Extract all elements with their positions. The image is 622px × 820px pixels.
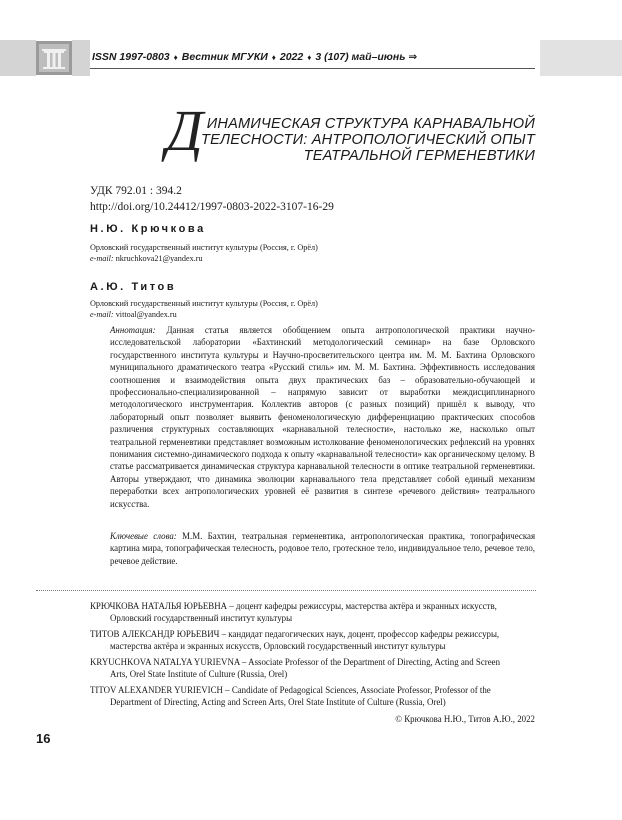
author-2-email[interactable]: vittoal@yandex.ru xyxy=(115,310,177,319)
email-label: e-mail: xyxy=(90,310,114,319)
dotted-divider xyxy=(36,590,536,591)
arrow-icon: ⇒ xyxy=(408,51,418,63)
bio-line-2: Орловский государственный институт культуры xyxy=(110,613,293,623)
title-line-2: ТЕЛЕСНОСТИ: АНТРОПОЛОГИЧЕСКИЙ ОПЫТ xyxy=(201,132,535,148)
article-title xyxy=(150,100,535,170)
email-label: e-mail: xyxy=(90,254,114,263)
author-1-email[interactable]: nkruchkova21@yandex.ru xyxy=(115,254,203,263)
udc-code: УДК 792.01 : 394.2 xyxy=(90,185,182,197)
separator-icon: ♦ xyxy=(173,53,178,62)
journal-issue: 3 (107) май–июнь xyxy=(315,51,406,63)
keywords-label: Ключевые слова: xyxy=(110,531,177,541)
author-1-name: Н.Ю. Крючкова xyxy=(90,223,206,235)
bio-line-1: КРЮЧКОВА НАТАЛЬЯ ЮРЬЕВНА – доцент кафедры режиссуры, мастерства актёра и экранных искусств, xyxy=(90,601,497,611)
issn: ISSN 1997-0803 xyxy=(92,51,170,63)
author-1-affiliation: Орловский государственный институт культуры (Россия, г. Орёл) xyxy=(90,243,318,252)
abstract-label: Аннотация: xyxy=(110,325,156,335)
journal-header-line xyxy=(92,51,417,63)
bio-line-1: TITOV ALEXANDER YURIEVICH – Candidate of Pedagogical Sciences, Associate Professor, Professor of the xyxy=(90,685,491,695)
title-dropcap: Д xyxy=(166,98,203,163)
separator-icon: ♦ xyxy=(271,53,276,62)
bio-line-1: ТИТОВ АЛЕКСАНДР ЮРЬЕВИЧ – кандидат педагогических наук, доцент, профессор кафедры режиссуры, xyxy=(90,629,500,639)
bio-line-2: мастерства актёра и экранных искусств, Орловский государственный институт культуры xyxy=(110,641,446,651)
author-1-email-line xyxy=(90,253,203,264)
header-rule xyxy=(90,68,535,69)
journal-logo-icon xyxy=(36,41,72,75)
bio-entry xyxy=(90,600,536,624)
journal-year: 2022 xyxy=(279,51,304,63)
journal-name: Вестник МГУКИ xyxy=(181,51,268,63)
title-line-1: ИНАМИЧЕСКАЯ СТРУКТУРА КАРНАВАЛЬНОЙ xyxy=(206,116,535,132)
keywords-text: М.М. Бахтин, театральная герменевтика, антропологическая практика, топографическая картина мира, топографическая телесность, родовое тело, гротескное тело, индивидуальное тело, речевое тело, речевое действие. xyxy=(110,531,536,566)
separator-icon: ♦ xyxy=(307,53,312,62)
author-2-affiliation: Орловский государственный институт культуры (Россия, г. Орёл) xyxy=(90,299,318,308)
bio-line-1: KRYUCHKOVA NATALYA YURIEVNA – Associate Professor of the Department of Directing, Acting and Screen xyxy=(90,657,501,667)
page-number: 16 xyxy=(36,731,51,746)
abstract xyxy=(110,324,535,510)
copyright: © Крючкова Н.Ю., Титов А.Ю., 2022 xyxy=(395,714,535,724)
author-2-name: А.Ю. Титов xyxy=(90,281,177,293)
bio-entry xyxy=(90,628,536,652)
title-line-3: ТЕАТРАЛЬНОЙ ГЕРМЕНЕВТИКИ xyxy=(303,148,535,164)
abstract-text: Данная статья является обобщением опыта антропологической практики научно-исследовательской лаборатории «Бахтинский методологический семинар» на базе Орловского государственного института культуры и Научно-просветительского центра им. М. М. Бахтина Орловского муниципального драматического театра «Русский стиль» им. М. М. Бахтина. Эффективность исследования соотношения и взаимодействия опыта двух практических баз – образовательно-обучающей и профессионально-специализированной – напрямую зависит от выработки междисциплинарного методологического инструментария. Коллектив авторов (с разных позиций) пришёл к выводу, что лабораторный опыт позволяет выявить феноменологическую дифференциацию практических способов различения структурных составляющих «карнавальной телесности», настолько же, насколько опыт театральной герменевтики представляет возможным истолкование феноменологических рефлексий на уровнях понимания системно-динамического подхода к опыту «карнавальной телесности» как органическому целому. В статье рассматривается динамическая структура карнавальной телесности в оптике театральной герменевтики. Авторы утверждают, что динамика эволюции карнавального тела представляет собой единый механизм переработки всех антропологических уровней её развития в синтезе «речевого действия» театрального искусства. xyxy=(110,325,536,509)
author-2-email-line xyxy=(90,309,177,320)
keywords xyxy=(110,530,535,567)
bio-line-2: Arts, Orel State Institute of Culture (Russia, Orel) xyxy=(110,669,288,679)
doi-link[interactable]: http://doi.org/10.24412/1997-0803-2022-3107-16-29 xyxy=(90,201,334,213)
bio-line-2: Department of Directing, Acting and Screen Arts, Orel State Institute of Culture (Russia, Orel) xyxy=(110,697,446,707)
bio-entry xyxy=(90,684,536,708)
bio-entry xyxy=(90,656,536,680)
